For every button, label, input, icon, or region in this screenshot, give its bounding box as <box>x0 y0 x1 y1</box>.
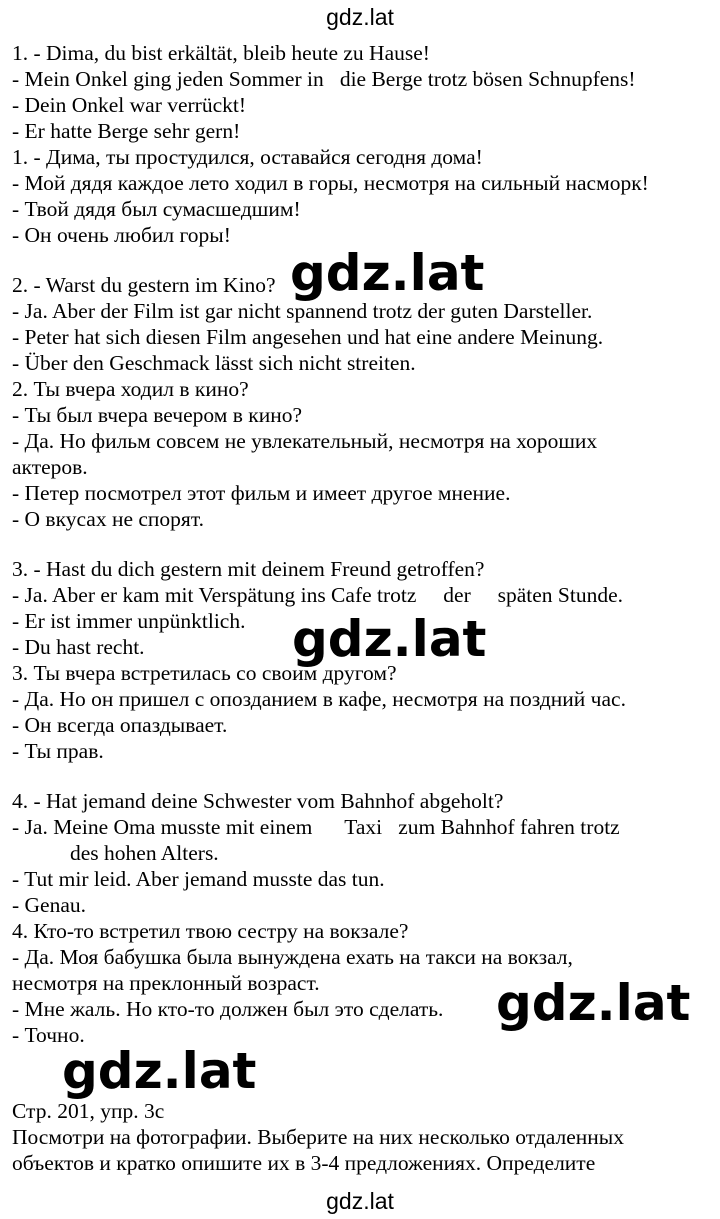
text-line: 2. - Warst du gestern im Kino? <box>12 273 276 297</box>
text-line: 1. - Dima, du bist erkältät, bleib heute zu Hause! <box>12 41 430 65</box>
text-line: - Mein Onkel ging jeden Sommer in die Berge trotz bösen Schnupfens! <box>12 67 636 91</box>
text-line: - Peter hat sich diesen Film angesehen und hat eine andere Meinung. <box>12 325 604 349</box>
text-line: - Ja. Aber er kam mit Verspätung ins Cafe trotz der späten Stunde. <box>12 583 624 607</box>
text-line: - Точно. <box>12 1023 85 1047</box>
text-line: - Мне жаль. Но кто-то должен был это сделать. <box>12 997 444 1021</box>
text-line: Посмотри на фотографии. Выберите на них несколько отдаленных <box>12 1125 625 1149</box>
text-line: - Genau. <box>12 893 87 917</box>
text-line: актеров. <box>12 455 88 479</box>
watermark-overlay: gdz.lat <box>290 244 485 302</box>
text-line: - Ты был вчера вечером в кино? <box>12 403 302 427</box>
watermark-overlay: gdz.lat <box>496 974 691 1032</box>
text-line: 4. Кто-то встретил твою сестру на вокзале? <box>12 919 409 943</box>
text-line: - Ты прав. <box>12 739 104 763</box>
text-line: - Du hast recht. <box>12 635 145 659</box>
watermark-top: gdz.lat <box>326 4 394 30</box>
text-line: 2. Ты вчера ходил в кино? <box>12 377 249 401</box>
text-line: - Он очень любил горы! <box>12 223 231 247</box>
watermark-overlay: gdz.lat <box>62 1042 257 1100</box>
text-line: - Он всегда опаздывает. <box>12 713 228 737</box>
text-line: - Über den Geschmack lässt sich nicht streiten. <box>12 351 416 375</box>
text-line: - Ja. Aber der Film ist gar nicht spannend trotz der guten Darsteller. <box>12 299 593 323</box>
text-line: 1. - Дима, ты простудился, оставайся сегодня дома! <box>12 145 483 169</box>
text-line: - Мой дядя каждое лето ходил в горы, несмотря на сильный насморк! <box>12 171 649 195</box>
text-line: Стр. 201, упр. 3с <box>12 1099 165 1123</box>
text-line: - Ja. Meine Oma musste mit einem Taxi zum Bahnhof fahren trotz <box>12 815 620 839</box>
text-line: - Tut mir leid. Aber jemand musste das tun. <box>12 867 385 891</box>
text-line: объектов и кратко опишите их в 3-4 предложениях. Определите <box>12 1151 596 1175</box>
text-line: - Да. Но фильм совсем не увлекательный, несмотря на хороших <box>12 429 598 453</box>
text-line: - Да. Моя бабушка была вынуждена ехать на такси на вокзал, <box>12 945 573 969</box>
watermark-overlay: gdz.lat <box>292 610 487 668</box>
watermark-bottom: gdz.lat <box>326 1188 394 1214</box>
text-line: - Петер посмотрел этот фильм и имеет другое мнение. <box>12 481 511 505</box>
text-line: 3. Ты вчера встретилась со своим другом? <box>12 661 397 685</box>
text-line: - О вкусах не спорят. <box>12 507 204 531</box>
text-line: - Твой дядя был сумасшедшим! <box>12 197 301 221</box>
text-line: des hohen Alters. <box>70 841 219 865</box>
text-line: 4. - Hat jemand deine Schwester vom Bahnhof abgeholt? <box>12 789 504 813</box>
text-line: - Dein Onkel war verrückt! <box>12 93 247 117</box>
text-line: 3. - Hast du dich gestern mit deinem Freund getroffen? <box>12 557 485 581</box>
text-line: - Er ist immer unpünktlich. <box>12 609 246 633</box>
text-line: - Er hatte Berge sehr gern! <box>12 119 241 143</box>
text-line: несмотря на преклонный возраст. <box>12 971 320 995</box>
text-line: - Да. Но он пришел с опозданием в кафе, несмотря на поздний час. <box>12 687 626 711</box>
